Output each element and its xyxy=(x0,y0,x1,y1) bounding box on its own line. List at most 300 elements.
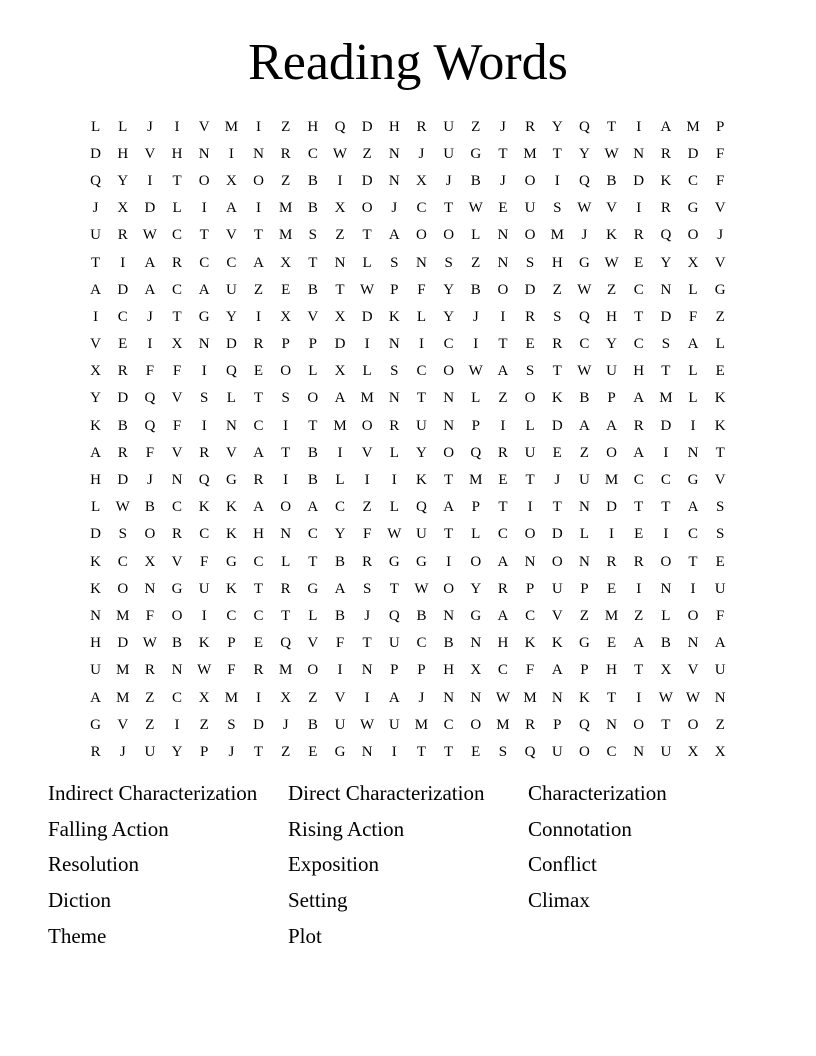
grid-letter: I xyxy=(256,689,262,706)
grid-letter: C xyxy=(633,336,644,353)
grid-letter: K xyxy=(90,580,101,597)
grid-letter: L xyxy=(308,607,318,624)
grid-letter: Y xyxy=(443,308,455,325)
grid-letter: T xyxy=(444,743,454,760)
grid-letter: Z xyxy=(498,390,508,407)
grid-letter: U xyxy=(524,200,536,217)
grid-letter: U xyxy=(334,716,346,733)
grid-letter: I xyxy=(364,336,370,353)
grid-letter: P xyxy=(553,716,562,733)
grid-letter: C xyxy=(172,689,183,706)
grid-letter: A xyxy=(334,580,346,597)
grid-letter: F xyxy=(688,308,698,325)
grid-letter: Z xyxy=(579,607,589,624)
grid-letter: V xyxy=(117,716,129,733)
grid-letter: H xyxy=(90,472,101,489)
grid-letter: X xyxy=(117,200,129,217)
grid-letter: P xyxy=(716,118,725,135)
grid-letter: E xyxy=(715,553,725,570)
grid-letter: Z xyxy=(634,607,644,624)
grid-letter: K xyxy=(524,635,536,652)
grid-letter: C xyxy=(688,526,699,543)
grid-letter: A xyxy=(606,417,617,434)
grid-letter: V xyxy=(606,200,617,217)
grid-letter: L xyxy=(471,390,481,407)
grid-letter: U xyxy=(198,580,210,597)
grid-letter: L xyxy=(362,363,372,380)
grid-letter: U xyxy=(551,743,563,760)
grid-letter: E xyxy=(525,336,535,353)
grid-letter: T xyxy=(172,308,182,325)
grid-letter: O xyxy=(687,716,699,733)
grid-letter: M xyxy=(414,716,429,733)
grid-letter: H xyxy=(117,145,129,162)
grid-letter: W xyxy=(495,689,510,706)
grid-letter: F xyxy=(145,363,155,380)
grid-letter: C xyxy=(117,553,128,570)
grid-row xyxy=(82,575,734,602)
grid-letter: L xyxy=(471,526,481,543)
grid-letter: F xyxy=(335,635,345,652)
grid-letter: A xyxy=(253,499,264,516)
grid-letter: I xyxy=(256,118,262,135)
grid-letter: R xyxy=(280,580,291,597)
grid-letter: N xyxy=(225,417,237,434)
grid-letter: D xyxy=(660,308,672,325)
word-list-item: Connotation xyxy=(528,816,632,841)
grid-letter: L xyxy=(688,390,698,407)
grid-letter: I xyxy=(636,200,642,217)
grid-letter: E xyxy=(634,254,644,271)
grid-letter: Q xyxy=(280,635,292,652)
grid-letter: D xyxy=(551,526,563,543)
grid-letter: O xyxy=(578,743,590,760)
grid-letter: F xyxy=(716,145,725,162)
word-list-item: Conflict xyxy=(528,852,597,877)
grid-row xyxy=(82,548,734,575)
grid-letter: A xyxy=(497,363,509,380)
grid-letter: T xyxy=(253,580,264,597)
grid-letter: N xyxy=(660,580,672,597)
grid-letter: Z xyxy=(362,145,372,162)
grid-letter: Z xyxy=(552,281,562,298)
grid-letter: V xyxy=(225,444,237,461)
grid-letter: E xyxy=(634,526,644,543)
grid-letter: V xyxy=(307,308,319,325)
grid-letter: N xyxy=(633,145,645,162)
grid-letter: I xyxy=(201,607,207,624)
grid-row xyxy=(82,331,734,358)
grid-letter: G xyxy=(388,553,400,570)
grid-letter: R xyxy=(117,227,128,244)
grid-letter: E xyxy=(606,635,617,652)
grid-letter: Y xyxy=(90,390,101,407)
grid-letter: V xyxy=(361,444,373,461)
grid-letter: T xyxy=(552,145,562,162)
grid-letter: F xyxy=(362,526,372,543)
grid-letter: Q xyxy=(225,363,237,380)
grid-letter: N xyxy=(361,662,373,679)
grid-letter: T xyxy=(253,390,264,407)
grid-letter: O xyxy=(687,227,699,244)
grid-letter: I xyxy=(201,417,207,434)
grid-letter: W xyxy=(360,716,375,733)
grid-letter: N xyxy=(388,172,400,189)
grid-letter: Y xyxy=(443,281,455,298)
grid-letter: A xyxy=(714,635,726,652)
grid-letter: I xyxy=(147,172,153,189)
grid-letter: G xyxy=(578,635,590,652)
grid-letter: O xyxy=(687,607,699,624)
grid-letter: T xyxy=(552,363,562,380)
grid-letter: I xyxy=(364,472,370,489)
grid-row xyxy=(82,439,734,466)
grid-letter: H xyxy=(497,635,509,652)
grid-letter: N xyxy=(606,716,617,733)
grid-letter: S xyxy=(716,526,725,543)
grid-letter: T xyxy=(281,607,291,624)
grid-letter: G xyxy=(416,553,427,570)
grid-letter: H xyxy=(551,254,563,271)
grid-letter: U xyxy=(90,662,101,679)
grid-letter: C xyxy=(497,526,508,543)
word-list-item: Indirect Characterization xyxy=(48,781,258,805)
word-list-item: Characterization xyxy=(528,781,667,805)
grid-letter: L xyxy=(281,553,291,570)
grid-letter: O xyxy=(633,716,645,733)
grid-letter: B xyxy=(470,172,481,189)
grid-letter: Q xyxy=(660,227,672,244)
grid-letter: O xyxy=(443,227,455,244)
grid-letter: K xyxy=(551,635,563,652)
grid-letter: P xyxy=(281,336,290,353)
grid-letter: F xyxy=(227,662,236,679)
grid-letter: H xyxy=(443,662,455,679)
grid-letter: A xyxy=(253,254,264,271)
grid-letter: R xyxy=(633,227,644,244)
grid-letter: B xyxy=(307,281,318,298)
grid-letter: J xyxy=(282,716,289,733)
grid-letter: B xyxy=(172,635,183,652)
grid-letter: W xyxy=(387,526,402,543)
grid-letter: Z xyxy=(362,499,372,516)
grid-letter: C xyxy=(579,336,590,353)
grid-letter: D xyxy=(117,281,129,298)
grid-letter: M xyxy=(686,118,700,135)
grid-letter: I xyxy=(418,336,424,353)
grid-letter: J xyxy=(364,607,371,624)
grid-letter: G xyxy=(307,580,319,597)
word-list-item: Exposition xyxy=(288,852,380,877)
grid-letter: C xyxy=(688,172,699,189)
grid-letter: D xyxy=(606,499,617,516)
grid-letter: X xyxy=(687,743,699,760)
grid-letter: I xyxy=(663,526,669,543)
grid-letter: M xyxy=(116,607,130,624)
grid-letter: D xyxy=(687,145,699,162)
grid-letter: O xyxy=(307,390,319,407)
grid-letter: R xyxy=(606,553,617,570)
letter-grid xyxy=(82,113,734,766)
grid-letter: C xyxy=(497,662,508,679)
grid-row xyxy=(82,167,734,194)
grid-letter: C xyxy=(172,227,183,244)
grid-letter: C xyxy=(226,254,237,271)
word-list-item: Rising Action xyxy=(288,816,405,841)
grid-letter: T xyxy=(172,172,182,189)
grid-letter: V xyxy=(171,390,183,407)
grid-letter: D xyxy=(633,172,645,189)
grid-letter: N xyxy=(144,580,156,597)
grid-letter: O xyxy=(443,580,455,597)
grid-letter: R xyxy=(362,553,373,570)
grid-letter: W xyxy=(332,145,348,162)
grid-letter: W xyxy=(115,499,130,516)
grid-letter: L xyxy=(471,227,481,244)
grid-letter: B xyxy=(307,200,318,217)
grid-letter: V xyxy=(198,118,210,135)
grid-letter: V xyxy=(714,254,726,271)
grid-letter: K xyxy=(225,499,237,516)
grid-letter: N xyxy=(361,743,373,760)
grid-letter: B xyxy=(334,607,345,624)
grid-letter: V xyxy=(714,200,726,217)
grid-letter: W xyxy=(604,254,619,271)
grid-letter: O xyxy=(660,553,672,570)
grid-letter: I xyxy=(636,689,642,706)
grid-row xyxy=(82,466,734,493)
grid-row xyxy=(82,630,734,657)
grid-letter: Y xyxy=(606,336,617,353)
grid-letter: B xyxy=(144,499,155,516)
grid-letter: A xyxy=(90,444,101,461)
grid-letter: L xyxy=(335,472,345,489)
grid-row xyxy=(82,412,734,439)
grid-letter: J xyxy=(418,689,425,706)
grid-letter: I xyxy=(636,580,642,597)
grid-letter: S xyxy=(308,227,317,244)
grid-letter: O xyxy=(361,200,373,217)
grid-letter: E xyxy=(498,472,508,489)
grid-letter: K xyxy=(578,689,590,706)
grid-letter: Z xyxy=(471,118,481,135)
grid-letter: O xyxy=(524,390,536,407)
grid-letter: X xyxy=(334,308,346,325)
grid-letter: W xyxy=(577,281,592,298)
grid-letter: Q xyxy=(388,607,400,624)
grid-letter: C xyxy=(307,526,318,543)
grid-letter: T xyxy=(362,227,372,244)
grid-letter: N xyxy=(388,145,400,162)
grid-letter: E xyxy=(715,363,725,380)
grid-letter: D xyxy=(660,417,672,434)
grid-letter: G xyxy=(198,308,210,325)
grid-letter: X xyxy=(280,689,292,706)
grid-letter: R xyxy=(144,662,155,679)
grid-row xyxy=(82,303,734,330)
grid-letter: D xyxy=(117,472,129,489)
grid-letter: I xyxy=(201,200,207,217)
grid-letter: M xyxy=(550,227,564,244)
grid-letter: T xyxy=(416,743,427,760)
grid-row xyxy=(82,113,734,140)
grid-letter: M xyxy=(469,472,483,489)
grid-letter: G xyxy=(470,145,482,162)
grid-letter: N xyxy=(90,607,101,624)
grid-letter: N xyxy=(470,689,482,706)
grid-letter: S xyxy=(444,254,453,271)
grid-letter: V xyxy=(171,444,183,461)
grid-row xyxy=(82,249,734,276)
word-list-item: Climax xyxy=(528,888,590,913)
grid-letter: K xyxy=(388,308,400,325)
grid-letter: E xyxy=(253,363,264,380)
grid-letter: T xyxy=(389,580,399,597)
grid-letter: N xyxy=(633,743,645,760)
grid-letter: Z xyxy=(715,716,725,733)
grid-letter: B xyxy=(307,716,318,733)
grid-letter: R xyxy=(525,716,536,733)
grid-letter: C xyxy=(199,526,210,543)
grid-letter: S xyxy=(362,580,372,597)
grid-letter: N xyxy=(714,689,726,706)
grid-letter: I xyxy=(337,444,343,461)
grid-letter: Q xyxy=(144,417,156,434)
grid-letter: J xyxy=(146,118,153,135)
grid-letter: A xyxy=(687,499,699,516)
grid-letter: I xyxy=(201,363,207,380)
grid-letter: M xyxy=(224,118,239,135)
grid-letter: B xyxy=(470,281,481,298)
grid-letter: Q xyxy=(90,172,101,189)
grid-letter: Y xyxy=(225,308,237,325)
grid-letter: W xyxy=(685,689,701,706)
grid-letter: I xyxy=(527,499,533,516)
grid-letter: Q xyxy=(334,118,346,135)
grid-letter: D xyxy=(361,308,373,325)
grid-letter: M xyxy=(496,716,510,733)
grid-letter: C xyxy=(606,743,617,760)
grid-letter: L xyxy=(389,444,399,461)
grid-letter: N xyxy=(524,553,536,570)
grid-letter: I xyxy=(120,254,126,271)
grid-letter: A xyxy=(388,689,400,706)
grid-letter: N xyxy=(443,689,455,706)
grid-letter: S xyxy=(525,254,535,271)
grid-letter: T xyxy=(335,281,345,298)
grid-letter: T xyxy=(715,444,725,461)
grid-letter: B xyxy=(334,553,345,570)
grid-letter: X xyxy=(280,254,292,271)
grid-letter: K xyxy=(198,499,210,516)
grid-letter: A xyxy=(497,607,509,624)
grid-letter: X xyxy=(225,172,237,189)
grid-letter: U xyxy=(578,472,590,489)
grid-letter: I xyxy=(446,553,452,570)
word-list xyxy=(48,778,768,956)
grid-letter: Z xyxy=(145,689,155,706)
grid-letter: G xyxy=(334,743,346,760)
grid-letter: I xyxy=(500,417,506,434)
grid-letter: H xyxy=(388,118,400,135)
grid-letter: M xyxy=(333,417,347,434)
grid-letter: P xyxy=(200,743,209,760)
grid-letter: J xyxy=(581,227,588,244)
grid-letter: Z xyxy=(606,281,617,298)
grid-letter: N xyxy=(660,281,672,298)
grid-letter: S xyxy=(553,200,562,217)
grid-letter: B xyxy=(416,607,427,624)
grid-letter: L xyxy=(118,118,128,135)
grid-letter: Z xyxy=(471,254,481,271)
grid-letter: C xyxy=(253,417,264,434)
grid-letter: O xyxy=(144,526,156,543)
grid-letter: I xyxy=(554,172,560,189)
grid-letter: C xyxy=(253,553,264,570)
grid-letter: W xyxy=(658,689,673,706)
grid-letter: K xyxy=(714,417,726,434)
grid-letter: T xyxy=(90,254,101,271)
grid-letter: I xyxy=(636,118,642,135)
grid-letter: P xyxy=(308,336,317,353)
grid-letter: S xyxy=(200,390,209,407)
grid-letter: X xyxy=(280,308,292,325)
grid-row xyxy=(82,195,734,222)
grid-letter: U xyxy=(551,580,563,597)
grid-letter: Z xyxy=(715,308,725,325)
grid-letter: U xyxy=(714,662,726,679)
grid-letter: B xyxy=(307,444,318,461)
grid-letter: K xyxy=(551,390,563,407)
grid-letter: N xyxy=(443,417,455,434)
grid-letter: J xyxy=(717,227,724,244)
grid-letter: O xyxy=(198,172,210,189)
grid-letter: Z xyxy=(335,227,345,244)
grid-letter: J xyxy=(554,472,561,489)
grid-letter: U xyxy=(388,716,400,733)
grid-letter: I xyxy=(690,417,696,434)
grid-letter: W xyxy=(577,363,592,380)
grid-letter: G xyxy=(687,200,699,217)
grid-letter: C xyxy=(633,281,644,298)
grid-letter: X xyxy=(416,172,427,189)
grid-letter: C xyxy=(443,716,454,733)
grid-letter: X xyxy=(334,200,346,217)
grid-letter: K xyxy=(606,227,617,244)
grid-letter: Y xyxy=(660,254,672,271)
grid-letter: A xyxy=(443,499,455,516)
grid-letter: U xyxy=(416,417,427,434)
grid-letter: I xyxy=(283,472,289,489)
grid-letter: T xyxy=(661,499,671,516)
grid-letter: O xyxy=(497,281,509,298)
grid-letter: O xyxy=(280,363,292,380)
grid-letter: M xyxy=(224,689,239,706)
grid-letter: R xyxy=(552,336,563,353)
grid-letter: J xyxy=(228,743,235,760)
grid-letter: V xyxy=(144,145,156,162)
grid-letter: B xyxy=(606,172,617,189)
grid-letter: R xyxy=(253,472,264,489)
grid-letter: T xyxy=(498,499,508,516)
grid-letter: C xyxy=(660,472,671,489)
grid-letter: T xyxy=(606,118,617,135)
grid-letter: T xyxy=(444,200,454,217)
grid-letter: J xyxy=(146,472,153,489)
grid-letter: F xyxy=(200,553,209,570)
grid-letter: T xyxy=(308,553,318,570)
grid-letter: R xyxy=(389,417,400,434)
